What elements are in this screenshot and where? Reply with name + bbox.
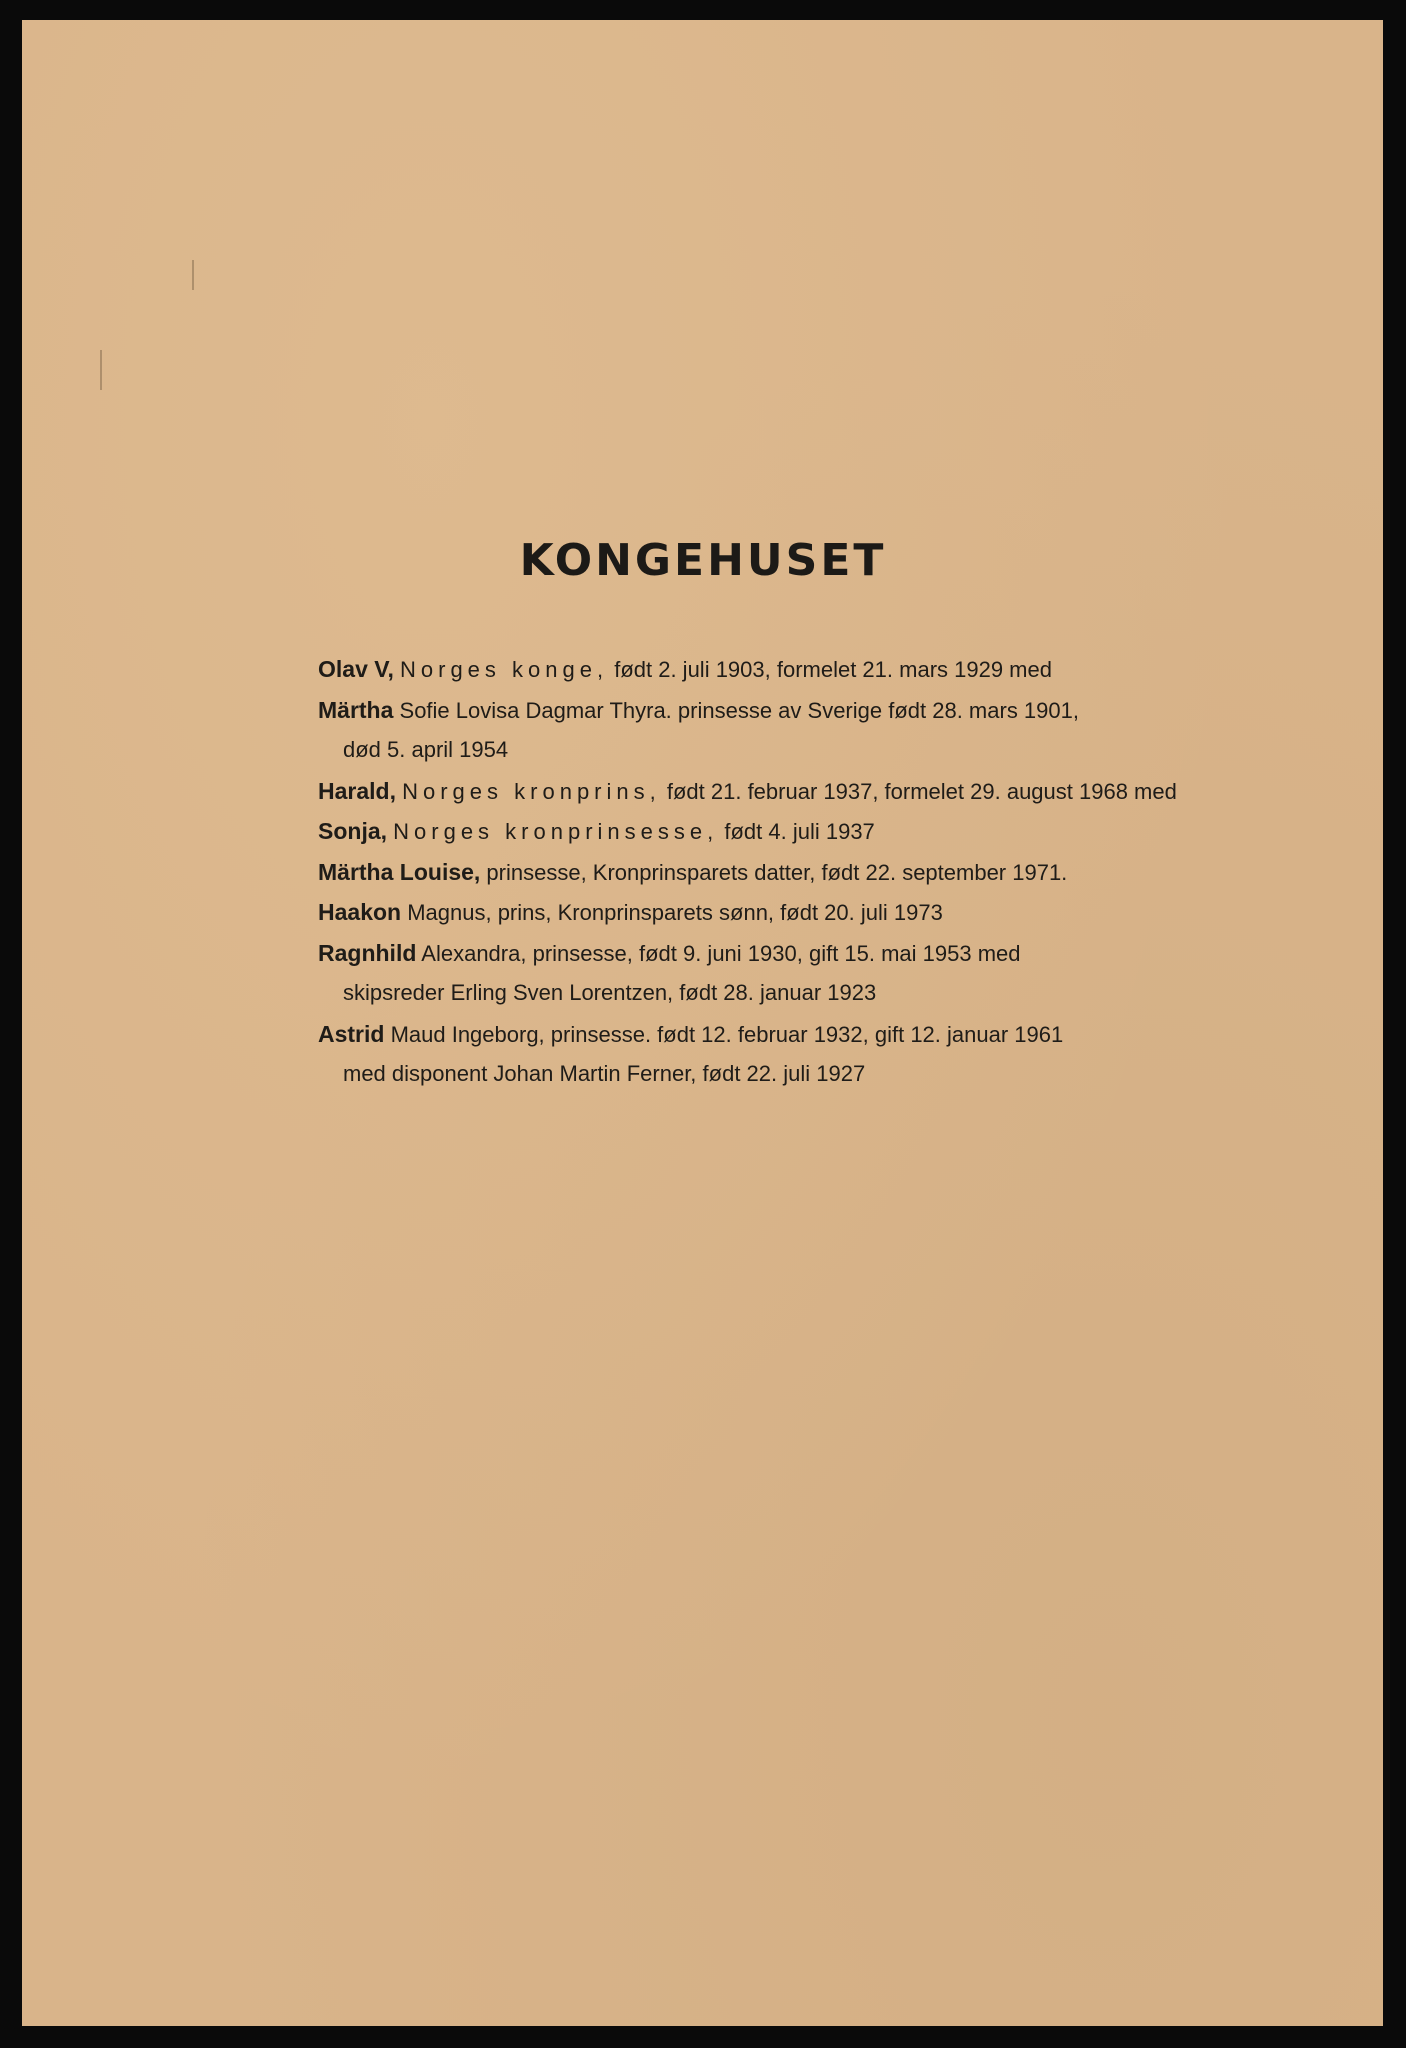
registry-entry <box>318 771 1318 812</box>
person-name: Ragnhild <box>318 939 417 966</box>
person-title: Norges konge, <box>400 657 609 682</box>
person-name: Märtha <box>318 696 394 723</box>
registry-entry <box>318 649 1318 690</box>
entry-text: Sofie Lovisa Dagmar Thyra. prinsesse av Sverige født 28. mars 1901, <box>393 697 1079 723</box>
royal-family-registry <box>318 649 1318 1095</box>
registry-entry <box>318 852 1318 893</box>
registry-entry-continuation <box>318 730 1318 771</box>
person-name: Sonja, <box>318 818 388 844</box>
entry-text: Magnus, prins, Kronprinsparets sønn, født 20. juli 1973 <box>401 900 943 925</box>
entry-text: skipsreder Erling Sven Lorentzen, født 28. januar 1923 <box>343 980 877 1005</box>
entry-text: født 21. februar 1937, formelet 29. august 1968 med <box>660 778 1177 804</box>
person-name: Harald, <box>318 777 396 804</box>
registry-entry <box>318 690 1318 731</box>
person-name: Märtha Louise, <box>318 858 481 885</box>
page-title: KONGEHUSET <box>519 535 887 586</box>
entry-text: Maud Ingeborg, prinsesse. født 12. februar 1932, gift 12. januar 1961 <box>384 1021 1064 1047</box>
registry-entry <box>318 933 1318 974</box>
paper-blemish <box>100 350 102 390</box>
person-name: Astrid <box>318 1020 385 1047</box>
registry-entry-continuation <box>318 973 1318 1014</box>
person-title: Norges kronprins, <box>402 778 661 804</box>
entry-text: født 2. juli 1903, formelet 21. mars 1929 med <box>608 657 1052 682</box>
person-name: Haakon <box>318 899 402 925</box>
entry-text: død 5. april 1954 <box>343 737 509 762</box>
registry-entry <box>318 892 1318 933</box>
entry-text: Alexandra, prinsesse, født 9. juni 1930, gift 15. mai 1953 med <box>416 940 1021 966</box>
registry-entry-continuation <box>318 1054 1318 1095</box>
registry-entry <box>318 1014 1318 1055</box>
registry-entry <box>318 811 1318 852</box>
person-title: Norges kronprinsesse, <box>393 819 719 844</box>
entry-text: med disponent Johan Martin Ferner, født 22. juli 1927 <box>343 1061 866 1086</box>
paper-blemish <box>192 260 194 290</box>
entry-text: prinsesse, Kronprinsparets datter, født 22. september 1971. <box>480 859 1068 885</box>
person-name: Olav V, <box>318 656 394 682</box>
entry-text: født 4. juli 1937 <box>718 819 875 844</box>
